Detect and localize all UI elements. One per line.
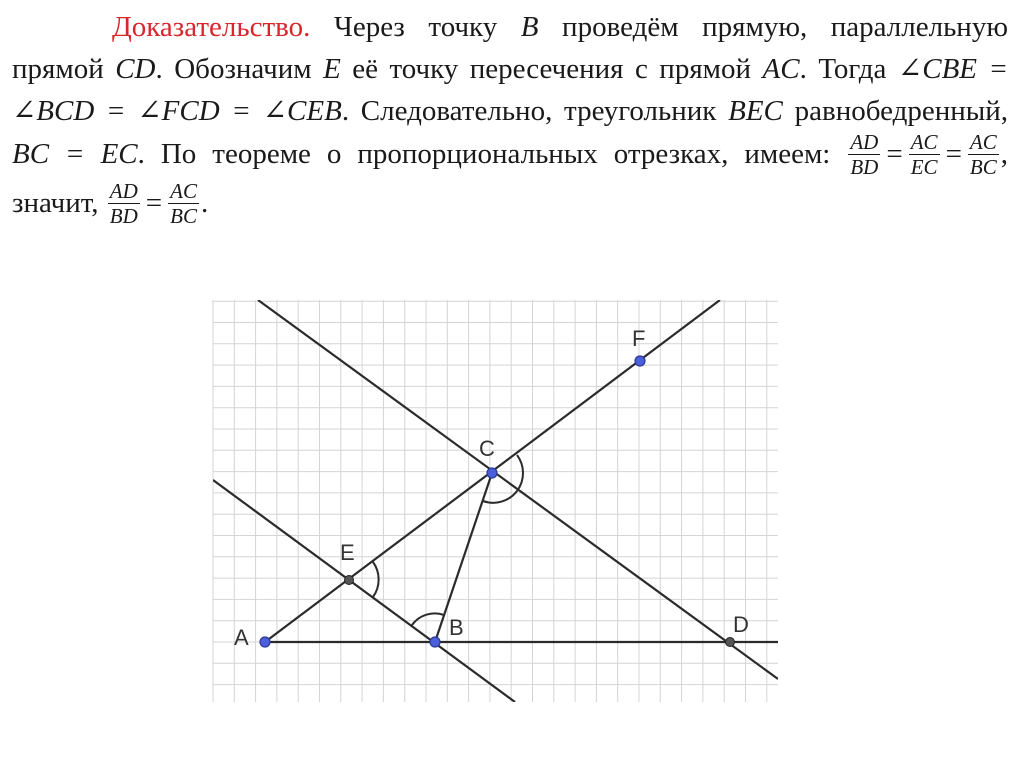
equals-sign: = bbox=[945, 138, 962, 171]
text-segment: . Обозначим bbox=[155, 53, 312, 85]
text-segment: равнобедренный, bbox=[794, 95, 1009, 127]
text-segment: . bbox=[201, 187, 209, 220]
point-a[interactable] bbox=[260, 637, 270, 647]
equals-sign: = bbox=[886, 138, 903, 171]
label-a: A bbox=[234, 625, 249, 650]
equals-sign: = bbox=[145, 187, 163, 220]
text-segment: . Тогда bbox=[799, 53, 887, 85]
text-segment: , значит, bbox=[12, 138, 1009, 220]
label-d: D bbox=[733, 612, 749, 637]
text-segment: . Следовательно, треугольник bbox=[341, 95, 717, 127]
point-c[interactable] bbox=[487, 468, 497, 478]
fraction-ad-bd-2: $\frac{AD}{BD}$ bbox=[109, 179, 138, 228]
line-through-b-parallel-cd bbox=[213, 480, 515, 702]
point-f[interactable] bbox=[635, 356, 645, 366]
text-segment: Через точку bbox=[333, 11, 498, 43]
math-E: E bbox=[323, 53, 341, 85]
text-segment: проведём прямую, параллельную прямой bbox=[12, 11, 1008, 85]
label-e: E bbox=[340, 540, 355, 565]
point-b[interactable] bbox=[430, 637, 440, 647]
math-CD: CD bbox=[115, 53, 156, 85]
math-bc-eq-ec: BC = EC bbox=[12, 138, 138, 171]
label-f: F bbox=[632, 326, 646, 351]
angle-arc-ceb bbox=[373, 562, 379, 597]
fraction-ac-bc-2: $\frac{AC}{BC}$ bbox=[170, 179, 197, 228]
math-AC: AC bbox=[762, 53, 800, 85]
math-B: B bbox=[520, 11, 539, 43]
angle-arc-cbe bbox=[412, 613, 444, 625]
fraction-ad-bd: $\frac{AD}{BD}$ bbox=[850, 130, 879, 179]
fraction-ac-bc: $\frac{AC}{BC}$ bbox=[969, 130, 997, 179]
math-angles: ∠CBE = ∠BCD = ∠FCD = ∠CEB bbox=[12, 53, 1009, 127]
proof-heading: Доказательство. bbox=[112, 11, 311, 43]
label-b: B bbox=[449, 615, 464, 640]
math-BEC: BEC bbox=[728, 95, 783, 127]
point-d bbox=[726, 638, 735, 647]
point-e bbox=[345, 576, 354, 585]
text-segment: её точку пересечения с прямой bbox=[352, 53, 752, 85]
angle-arc-fcd bbox=[517, 455, 523, 491]
text-segment: . По теореме о пропорциональных отрезках, имеем: bbox=[137, 138, 831, 171]
fraction-ac-ec: $\frac{AC}{EC}$ bbox=[910, 130, 938, 179]
label-c: C bbox=[479, 436, 495, 461]
